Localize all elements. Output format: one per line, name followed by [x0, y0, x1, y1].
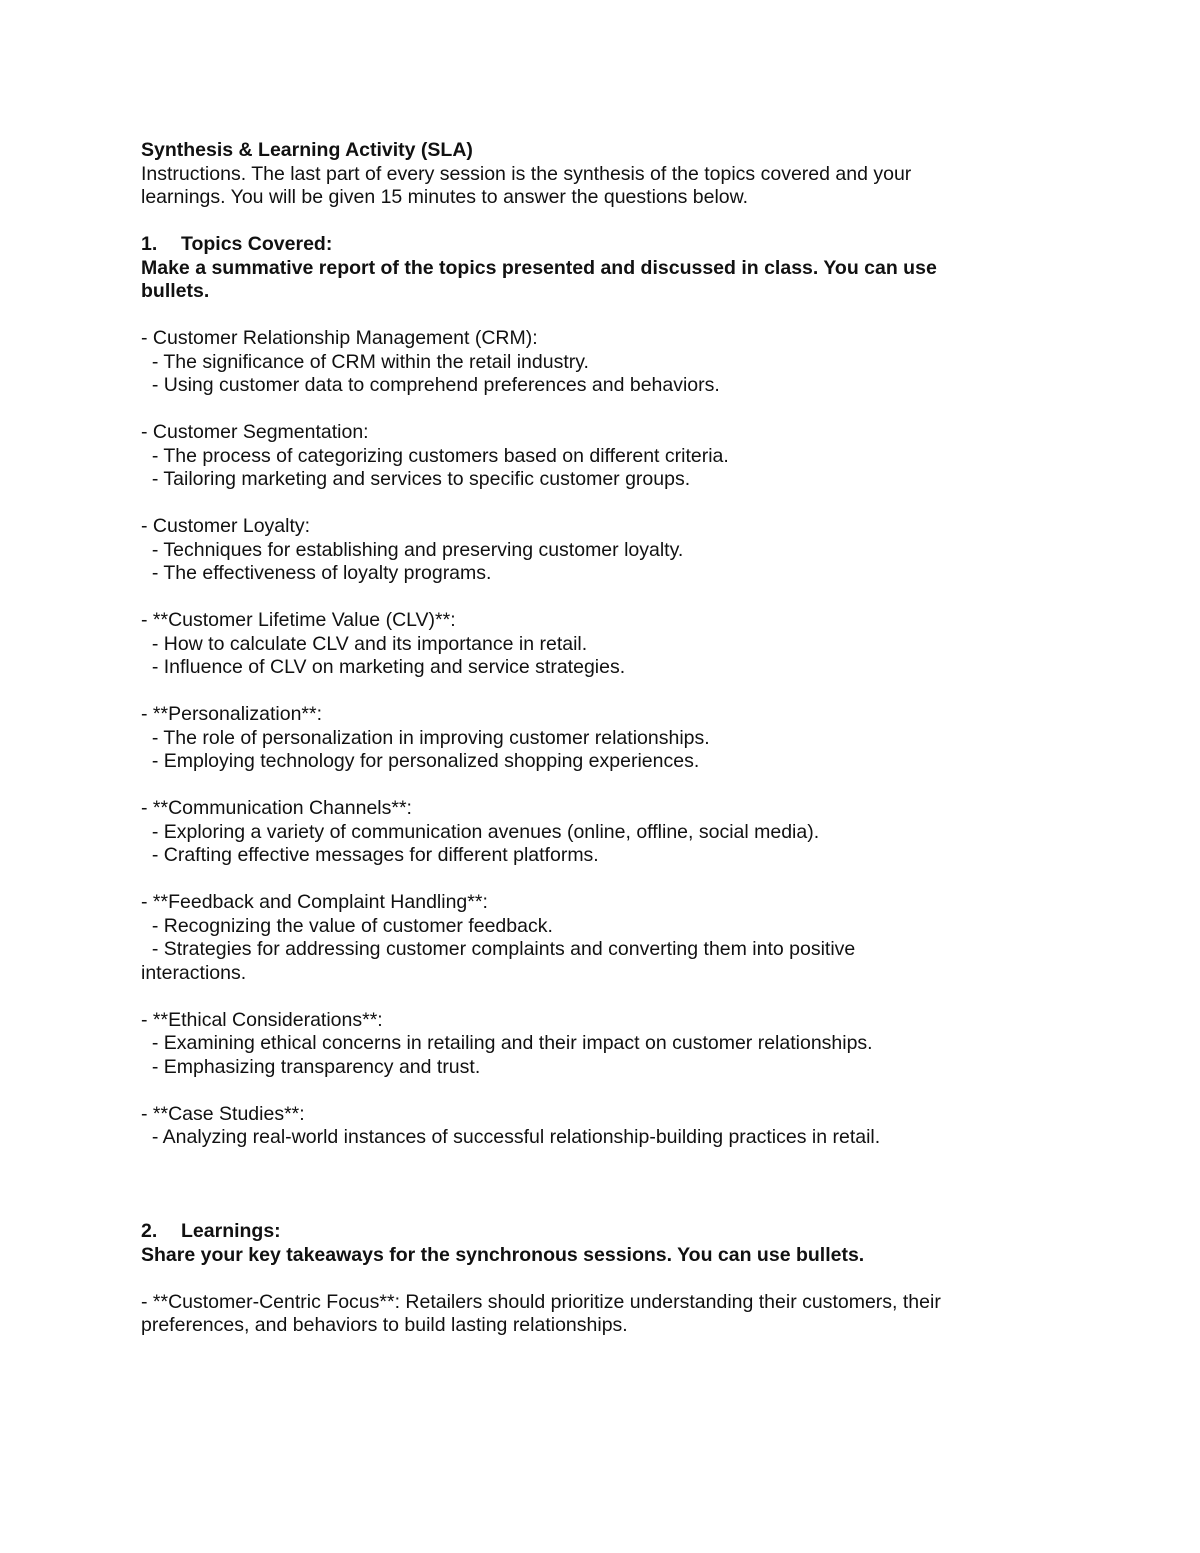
section-number: 2.	[141, 1220, 158, 1242]
spacer	[141, 774, 1061, 798]
spacer	[141, 210, 1061, 234]
topic-point: - Recognizing the value of customer feedback.	[141, 914, 553, 937]
topic-title: - **Customer Lifetime Value (CLV)**:	[141, 609, 456, 631]
instructions-line: learnings. You will be given 15 minutes to answer the questions below.	[141, 186, 749, 208]
section-prompt: Make a summative report of the topics presented and discussed in class. You can use	[141, 256, 937, 279]
takeaway-line: - **Customer-Centric Focus**: Retailers should prioritize understanding their customers, their	[141, 1290, 941, 1313]
topic-point: - The effectiveness of loyalty programs.	[141, 562, 492, 584]
topic-group	[141, 515, 1061, 586]
instructions-line: Instructions. The last part of every session is the synthesis of the topics covered and your	[141, 162, 912, 185]
section-prompt: bullets.	[141, 280, 210, 302]
topic-title: - **Feedback and Complaint Handling**:	[141, 891, 488, 913]
topic-title: - **Ethical Considerations**:	[141, 1008, 383, 1031]
section-title: Topics Covered:	[181, 233, 333, 255]
spacer	[141, 304, 1061, 328]
spacer	[141, 1267, 1061, 1291]
topic-title: - Customer Segmentation:	[141, 421, 369, 443]
spacer	[141, 680, 1061, 704]
topic-group	[141, 891, 1061, 985]
topic-point: - The role of personalization in improving customer relationships.	[141, 726, 710, 749]
topic-point: - Emphasizing transparency and trust.	[141, 1055, 481, 1078]
topic-point: - Employing technology for personalized shopping experiences.	[141, 750, 700, 772]
section-heading-learnings	[141, 1220, 1061, 1244]
topic-point: - Crafting effective messages for different platforms.	[141, 844, 599, 866]
topic-point: - Techniques for establishing and preserving customer loyalty.	[141, 538, 684, 561]
topic-title: - Customer Loyalty:	[141, 515, 311, 537]
document-title: Synthesis & Learning Activity (SLA)	[141, 139, 473, 161]
topic-title: - **Personalization**:	[141, 703, 323, 725]
topic-group	[141, 1009, 1061, 1080]
spacer	[141, 985, 1061, 1009]
spacer	[141, 868, 1061, 892]
document-page	[141, 139, 1061, 1338]
topic-group	[141, 327, 1061, 398]
topic-point: - The process of categorizing customers based on different criteria.	[141, 444, 729, 467]
topic-point: - Using customer data to comprehend preferences and behaviors.	[141, 374, 720, 396]
topic-title: - Customer Relationship Management (CRM):	[141, 327, 538, 349]
topic-point: - How to calculate CLV and its importance in retail.	[141, 632, 588, 655]
topic-point: - Analyzing real-world instances of successful relationship-building practices in retail.	[141, 1126, 881, 1148]
topic-point: - Exploring a variety of communication avenues (online, offline, social media).	[141, 820, 820, 843]
topic-group	[141, 1103, 1061, 1150]
section-heading-topics	[141, 233, 1061, 257]
topic-point: - Examining ethical concerns in retailing and their impact on customer relationships.	[141, 1032, 873, 1054]
topic-group	[141, 609, 1061, 680]
topic-group	[141, 421, 1061, 492]
spacer	[141, 1173, 1061, 1197]
topic-point: - Tailoring marketing and services to specific customer groups.	[141, 468, 691, 490]
topic-point: interactions.	[141, 961, 247, 984]
topic-title: - **Case Studies**:	[141, 1102, 305, 1125]
section-title: Learnings:	[181, 1220, 281, 1242]
section-prompt: Share your key takeaways for the synchronous sessions. You can use bullets.	[141, 1243, 865, 1266]
spacer	[141, 1079, 1061, 1103]
topic-point: - Influence of CLV on marketing and service strategies.	[141, 656, 626, 678]
topic-group	[141, 797, 1061, 868]
topic-group	[141, 703, 1061, 774]
spacer	[141, 398, 1061, 422]
section-number: 1.	[141, 233, 158, 255]
takeaway-line: preferences, and behaviors to build lasting relationships.	[141, 1314, 628, 1336]
spacer	[141, 1150, 1061, 1174]
spacer	[141, 492, 1061, 516]
topic-title: - **Communication Channels**:	[141, 797, 412, 819]
spacer	[141, 1197, 1061, 1221]
spacer	[141, 586, 1061, 610]
topic-point: - Strategies for addressing customer complaints and converting them into positive	[141, 938, 856, 960]
topic-point: - The significance of CRM within the retail industry.	[141, 350, 589, 373]
